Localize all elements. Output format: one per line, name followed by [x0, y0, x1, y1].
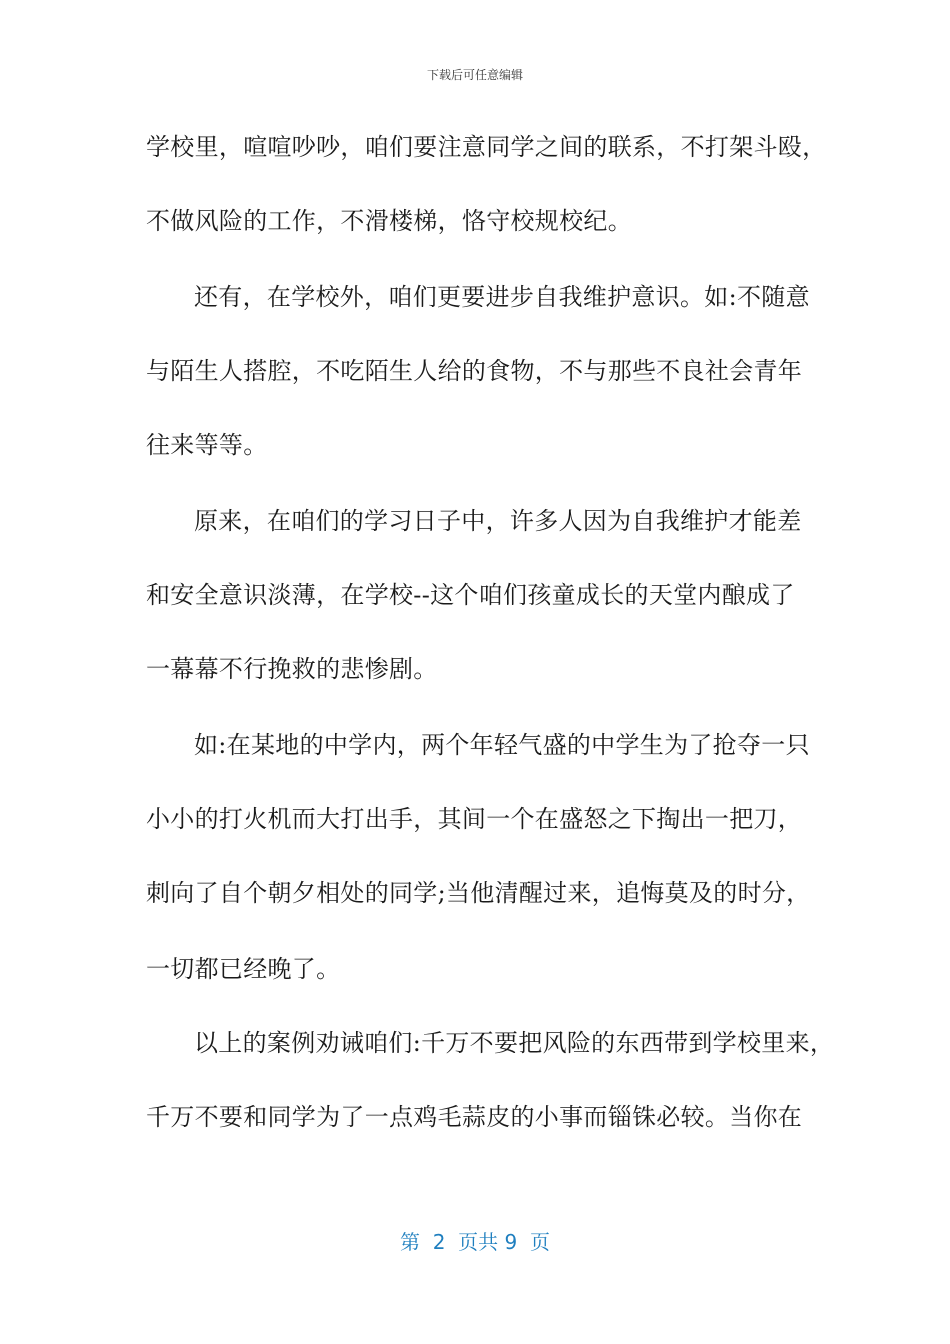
paragraph-start-line: 原来，在咱们的学习日子中，许多人因为自我维护才能差 [194, 507, 802, 535]
text-line: 不做风险的工作，不滑楼梯，恪守校规校纪。 [146, 207, 632, 235]
paragraph-start-line: 还有，在学校外，咱们更要进步自我维护意识。如:不随意 [194, 283, 810, 311]
paragraph-start-line: 以上的案例劝诫咱们:千万不要把风险的东西带到学校里来， [194, 1029, 835, 1057]
text-line: 刺向了自个朝夕相处的同学;当他清醒过来，追悔莫及的时分， [146, 879, 811, 907]
paragraph-start-line: 如:在某地的中学内，两个年轻气盛的中学生为了抢夺一只 [194, 731, 810, 759]
text-line: 一幕幕不行挽救的悲惨剧。 [146, 655, 438, 683]
text-line: 小小的打火机而大打出手，其间一个在盛怒之下掏出一把刀， [146, 805, 803, 833]
text-line: 和安全意识淡薄，在学校--这个咱们孩童成长的天堂内酿成了 [146, 581, 795, 609]
text-line: 千万不要和同学为了一点鸡毛蒜皮的小事而锱铢必较。当你在 [146, 1103, 803, 1131]
page-number-footer: 第 2 页共 9 页 [400, 1230, 550, 1254]
text-line: 学校里，喧喧吵吵，咱们要注意同学之间的联系，不打架斗殴， [146, 133, 827, 161]
text-line: 往来等等。 [146, 431, 268, 459]
page-header-note: 下载后可任意编辑 [426, 68, 523, 82]
text-line: 一切都已经晚了。 [146, 955, 341, 983]
text-line: 与陌生人搭腔，不吃陌生人给的食物，不与那些不良社会青年 [146, 357, 803, 385]
